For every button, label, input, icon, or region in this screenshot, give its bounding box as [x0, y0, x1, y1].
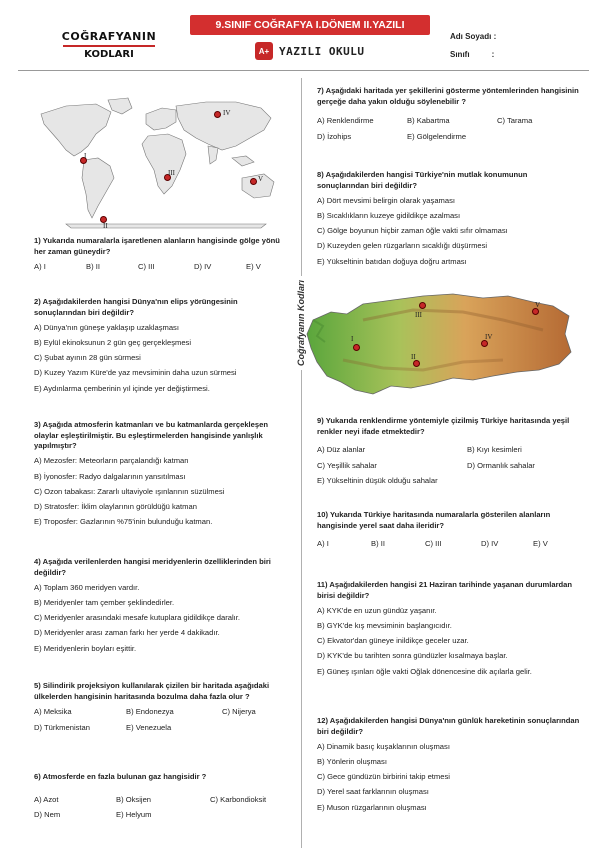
q2-option-d[interactable]: D) Kuzey Yazım Küre'de yaz mevsiminin daha uzun sürmesi: [34, 368, 237, 378]
map-point-iv: [214, 111, 221, 118]
header-divider: [18, 70, 589, 71]
question-2: [34, 297, 288, 394]
q8-option-d[interactable]: D) Kuzeyden gelen rüzgarların sıcaklığı düşürmesi: [317, 241, 488, 251]
q10-option-a[interactable]: A) I: [317, 539, 329, 549]
class-colon: :: [491, 50, 495, 59]
question-9-stem: 9) Yukarıda renklendirme yöntemiyle çizilmiş Türkiye haritasında yeşil renkler neyi ifade etmektedir?: [317, 416, 570, 436]
q2-option-b[interactable]: B) Eylül ekinoksunun 2 gün geç gerçekleşmesi: [34, 337, 192, 347]
q1-option-b[interactable]: B) II: [86, 262, 100, 272]
q2-option-a[interactable]: A) Dünya'nın güneşe yaklaşıp uzaklaşması: [34, 322, 179, 332]
q10-option-b[interactable]: B) II: [371, 539, 385, 549]
turkey-point-iii: [419, 302, 426, 309]
question-7-options-row2: [317, 132, 581, 143]
question-6-stem: 6) Atmosferde en fazla bulunan gaz hangisidir ?: [34, 772, 207, 781]
question-7-options-row1: [317, 116, 581, 127]
question-1: [34, 236, 288, 273]
q5-option-e[interactable]: E) Venezuela: [126, 722, 172, 732]
q9-option-c[interactable]: C) Yeşillik sahalar: [317, 460, 377, 470]
map-label-iii: III: [168, 169, 175, 177]
q11-option-d[interactable]: D) KYK'de bu tarihten sonra gündüzler kısalmaya başlar.: [317, 651, 508, 661]
question-6-options-row2: [34, 810, 288, 821]
q4-option-d[interactable]: D) Meridyenler arası zaman farkı her yerde 4 dakikadır.: [34, 628, 220, 638]
q10-option-c[interactable]: C) III: [425, 539, 442, 549]
q7-option-e[interactable]: E) Gölgelendirme: [407, 131, 467, 141]
question-10: [317, 510, 581, 550]
question-9-options-row2: [317, 461, 581, 472]
q3-option-d[interactable]: D) Stratosfer: İklim olaylarının görüldüğü katman: [34, 501, 197, 511]
q4-option-e[interactable]: E) Meridyenlerin boyları eşittir.: [34, 643, 137, 653]
question-1-stem: 1) Yukarıda numaralarla işaretlenen alanların hangisinde gölge yönü her zaman güneydir?: [34, 236, 280, 256]
question-4-stem: 4) Aşağıda verilenlerden hangisi meridyenlerin özelliklerinden biri değildir?: [34, 557, 271, 577]
q11-option-c[interactable]: C) Ekvator'dan güneye inildikçe geceler uzar.: [317, 636, 469, 646]
question-8: [317, 170, 581, 267]
map-label-i: I: [84, 152, 87, 160]
q6-option-d[interactable]: D) Nem: [34, 810, 61, 820]
exam-title: 9.SINIF COĞRAFYA I.DÖNEM II.YAZILI: [190, 15, 430, 35]
logo-line1: COĞRAFYANIN: [61, 30, 157, 43]
q7-option-b[interactable]: B) Kabartma: [407, 116, 450, 126]
side-brand-text: Coğrafyanın Kodları: [296, 276, 306, 370]
q1-option-e[interactable]: E) V: [246, 262, 261, 272]
question-2-stem: 2) Aşağıdakilerden hangisi Dünya'nın elips yörüngesinin sonuçlarından biri değildir?: [34, 297, 238, 317]
exam-paper-icon: A+: [255, 42, 273, 60]
class-label: Sınıfı: [450, 50, 470, 59]
question-12: [317, 716, 581, 813]
logo-line2: KODLARI: [84, 49, 134, 60]
turkey-label-iv: IV: [485, 333, 493, 341]
question-11-stem: 11) Aşağıdakilerden hangisi 21 Haziran tarihinde yaşanan durumlardan birisi değildir?: [317, 580, 573, 600]
q8-option-a[interactable]: A) Dört mevsimi belirgin olarak yaşaması: [317, 195, 455, 205]
question-1-options: [34, 262, 288, 273]
question-5: [34, 681, 288, 733]
q9-option-a[interactable]: A) Düz alanlar: [317, 445, 366, 455]
student-info: [450, 28, 496, 64]
q7-option-a[interactable]: A) Renklendirme: [317, 116, 374, 126]
question-7-stem: 7) Aşağıdaki haritada yer şekillerini gösterme yöntemlerinden hangisinin gerçeğe daha yakın olduğu söylenebilir ?: [317, 86, 579, 106]
q5-option-b[interactable]: B) Endonezya: [126, 707, 174, 717]
q5-option-c[interactable]: C) Nijerya: [222, 707, 256, 717]
q6-option-b[interactable]: B) Oksijen: [116, 794, 152, 804]
q7-option-d[interactable]: D) İzohips: [317, 131, 352, 141]
question-9-options-row1: [317, 445, 581, 456]
q10-option-e[interactable]: E) V: [533, 539, 548, 549]
q1-option-d[interactable]: D) IV: [194, 262, 212, 272]
map-label-ii: II: [103, 222, 108, 230]
q11-option-e[interactable]: E) Güneş ışınları öğle vakti Oğlak dönencesine dik açılarla gelir.: [317, 666, 532, 676]
q11-option-a[interactable]: A) KYK'de en uzun gündüz yaşanır.: [317, 605, 437, 615]
q8-option-b[interactable]: B) Sıcaklıkların kuzeye gidildikçe azalması: [317, 210, 461, 220]
question-6: [34, 772, 288, 821]
question-8-stem: 8) Aşağıdakilerden hangisi Türkiye'nin mutlak konumunun sonuçlarından biri değildir?: [317, 170, 528, 190]
turkey-point-i: [353, 344, 360, 351]
q5-option-a[interactable]: A) Meksika: [34, 707, 72, 717]
q6-option-e[interactable]: E) Helyum: [116, 810, 152, 820]
turkey-label-ii: II: [411, 353, 416, 361]
question-4: [34, 557, 288, 654]
q4-option-a[interactable]: A) Toplam 360 meridyen vardır.: [34, 582, 140, 592]
world-map-graphic: [36, 94, 286, 229]
name-label: Adı Soyadı :: [450, 32, 497, 41]
q11-option-b[interactable]: B) GYK'de kış mevsiminin başlangıcıdır.: [317, 620, 452, 630]
q2-option-c[interactable]: C) Şubat ayının 28 gün sürmesi: [34, 353, 141, 363]
q4-option-b[interactable]: B) Meridyenler tam çember şeklindedirler.: [34, 597, 175, 607]
q6-option-c[interactable]: C) Karbondioksit: [210, 794, 267, 804]
q3-option-e[interactable]: E) Troposfer: Gazlarının %75'inin bulunduğu katman.: [34, 517, 213, 527]
q3-option-b[interactable]: B) İyonosfer: Radyo dalgalarının yansıtılması: [34, 471, 186, 481]
world-map: [36, 94, 286, 229]
q3-option-c[interactable]: C) Ozon tabakası: Zararlı ultaviyole ışınlarının süzülmesi: [34, 486, 225, 496]
q1-option-a[interactable]: A) I: [34, 262, 46, 272]
question-12-stem: 12) Aşağıdakilerden hangisi Dünya'nın günlük hareketinin sonuçlarından biri değildir?: [317, 716, 580, 736]
map-label-iv: IV: [223, 109, 231, 117]
q12-option-a[interactable]: A) Dinamik basıç kuşaklarının oluşması: [317, 741, 450, 751]
question-10-options: [317, 539, 581, 550]
q2-option-e[interactable]: E) Aydınlarma çemberinin yıl içinde yer değiştirmesi.: [34, 383, 210, 393]
q9-option-d[interactable]: D) Ormanlık sahalar: [467, 460, 535, 470]
turkey-label-iii: III: [415, 311, 422, 319]
logo-underline: [63, 45, 155, 47]
turkey-label-i: I: [351, 335, 354, 343]
q5-option-d[interactable]: D) Türkmenistan: [34, 722, 90, 732]
q12-option-d[interactable]: D) Yerel saat farklarının oluşması: [317, 787, 429, 797]
q8-option-e[interactable]: E) Yükseltinin batıdan doğuya doğru artması: [317, 256, 467, 266]
q12-option-e[interactable]: E) Muson rüzgarlarının oluşması: [317, 802, 427, 812]
column-divider: [301, 78, 302, 848]
question-3: [34, 420, 288, 528]
q12-option-c[interactable]: C) Gece gündüzün birbirini takip etmesi: [317, 772, 450, 782]
q1-option-c[interactable]: C) III: [138, 262, 155, 272]
q4-option-c[interactable]: C) Meridyenler arasındaki mesafe kutuplara gidildikçe daralır.: [34, 613, 240, 623]
question-5-stem: 5) Silindirik projeksiyon kullanılarak çizilen bir haritada aşağıdaki ülkelerden hangisinin haritasında bozulma daha fazla olur ?: [34, 681, 270, 701]
subtitle: YAZILI OKULU: [279, 44, 365, 58]
q7-option-c[interactable]: C) Tarama: [497, 116, 533, 126]
q10-option-d[interactable]: D) IV: [481, 539, 499, 549]
map-label-v: V: [258, 175, 264, 183]
question-7: [317, 86, 581, 142]
q9-option-e[interactable]: E) Yükseltinin düşük olduğu sahalar: [317, 475, 438, 485]
question-5-options-row2: [34, 723, 288, 734]
turkey-map: [303, 290, 579, 402]
subtitle-block: [255, 40, 364, 62]
turkey-label-v: V: [535, 301, 541, 309]
q9-option-b[interactable]: B) Kıyı kesimleri: [467, 445, 522, 455]
map-point-v: [250, 178, 257, 185]
question-10-stem: 10) Yukarıda Türkiye haritasında numaralarla gösterilen alanların hangisinde yerel saat daha ileridir?: [317, 510, 551, 530]
q3-option-a[interactable]: A) Mezosfer: Meteorların parçalandığı katman: [34, 456, 189, 466]
q12-option-b[interactable]: B) Yönlerin oluşması: [317, 756, 387, 766]
question-9: [317, 416, 581, 487]
question-11: [317, 580, 581, 677]
q8-option-c[interactable]: C) Gölge boyunun hiçbir zaman öğle vakti sıfır olmaması: [317, 226, 508, 236]
question-6-options-row1: [34, 795, 288, 806]
question-3-stem: 3) Aşağıda atmosferin katmanları ve bu katmanlarda gerçekleşen olaylar eşleştirilmiştir. Bu eşleştirmelerden hangisinde yanlışlık yapılmıştır?: [34, 420, 268, 451]
q6-option-a[interactable]: A) Azot: [34, 794, 59, 804]
question-5-options-row1: [34, 707, 288, 718]
brand-logo: [44, 30, 174, 60]
